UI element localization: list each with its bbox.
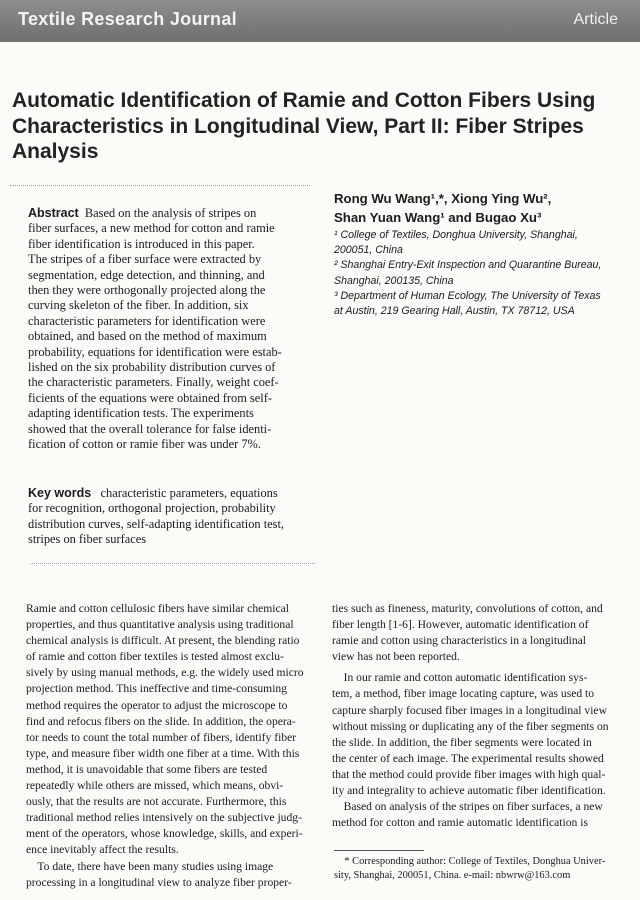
abstract-line: characteristic parameters for identification were: [28, 313, 266, 328]
journal-header-bar: [0, 0, 640, 42]
author-list: [334, 189, 551, 227]
body-line: the slide. In addition, the fiber segments were located in: [332, 735, 592, 749]
body-line: processing in a longitudinal view to analyze fiber proper-: [26, 875, 292, 889]
title-line: Automatic Identification of Ramie and Cotton Fibers Using: [12, 89, 596, 112]
affiliation-line: at Austin, 219 Gearing Hall, Austin, TX 78712, USA: [334, 305, 575, 318]
body-line: tor needs to count the total number of fibers, identify fiber: [26, 730, 297, 744]
abstract-line: The stripes of a fiber surface were extracted by: [28, 252, 262, 267]
body-line: type, and measure fiber width one fiber at a time. With this: [26, 746, 300, 760]
body-line: properties, and thus quantitative analysis using traditional: [26, 618, 294, 632]
body-line: view has not been reported.: [332, 650, 460, 664]
abstract-line: fiber identification is introduced in this paper.: [28, 236, 255, 251]
abstract-line: curving skeleton of the fiber. In addition, six: [28, 298, 249, 313]
body-line: tem, a method, fiber image locating capture, was used to: [332, 687, 595, 701]
body-line: In our ramie and cotton automatic identification sys-: [332, 671, 588, 685]
body-line: Ramie and cotton cellulosic fibers have similar chemical: [26, 602, 290, 615]
abstract-line: the characteristic parameters. Finally, weight coef-: [28, 375, 279, 390]
body-line: ramie and cotton using characteristics in a longitudinal: [332, 634, 587, 648]
abstract-line: obtained, and based on the method of maximum: [28, 329, 267, 344]
abstract-first-line: [28, 206, 298, 221]
keywords-label: Key words: [28, 486, 92, 500]
paper-title: [12, 88, 612, 165]
body-line: find and refocus fibers on the slide. In addition, the opera-: [26, 714, 296, 728]
body-line: the center of each image. The experimental results showed: [332, 751, 604, 765]
keywords-line: stripes on fiber surfaces: [28, 532, 147, 547]
keywords-block: [28, 486, 298, 548]
abstract-line: segmentation, edge detection, and thinning, and: [28, 267, 265, 282]
body-line: method for cotton and ramie automatic identification is: [332, 816, 588, 830]
body-line: projection method. This ineffective and time-consuming: [26, 682, 288, 696]
body-line: capture sharply focused fiber images in a longitudinal view: [332, 703, 607, 717]
body-line: without missing or duplicating any of the fiber segments on: [332, 719, 609, 733]
abstract-bottom-divider: [30, 563, 315, 564]
body-line: of ramie and cotton fiber textiles is tested almost exclu-: [26, 650, 284, 664]
body-line: chemical analysis is difficult. At present, the blending ratio: [26, 634, 300, 648]
abstract-top-divider: [10, 185, 310, 186]
keywords-text: characteristic parameters, equations: [100, 486, 278, 500]
abstract-line: fiber surfaces, a new method for cotton and ramie: [28, 221, 275, 236]
article-type-label: Article: [573, 11, 618, 28]
body-line: that the method could provide fiber images with high qual-: [332, 767, 606, 781]
body-line: traditional method relies intensively on the subjective judg-: [26, 811, 302, 825]
body-line: method requires the operator to adjust the microscope to: [26, 698, 288, 712]
keywords-line: for recognition, orthogonal projection, probability: [28, 501, 276, 516]
body-line: ment of the operators, whose knowledge, skills, and experi-: [26, 827, 303, 841]
body-line: ously, that the results are not accurate. Furthermore, this: [26, 795, 287, 809]
keywords-line: distribution curves, self-adapting identification test,: [28, 516, 285, 531]
body-line: ity and integrality to achieve automatic fiber identification.: [332, 784, 606, 798]
affiliation-line: ¹ College of Textiles, Donghua University, Shanghai,: [334, 229, 578, 241]
keywords-first-line: [28, 486, 298, 501]
abstract-line: adapting identification tests. The experiments: [28, 406, 254, 421]
abstract-block: [28, 206, 298, 453]
abstract-line: lished on the six probability distribution curves of: [28, 360, 276, 375]
corresponding-author-footnote: [334, 855, 605, 883]
body-line: method, it is unavoidable that some fibers are tested: [26, 762, 268, 776]
author-line: Shan Yuan Wang¹ and Bugao Xu³: [334, 210, 542, 225]
body-line: ties such as fineness, maturity, convolutions of cotton, and: [332, 602, 603, 615]
affiliation-line: Shanghai, 200135, China: [334, 274, 454, 287]
affiliation-line: 200051, China: [334, 244, 403, 257]
body-line: ence inevitably affect the results.: [26, 843, 179, 857]
abstract-line: probability, equations for identification were estab-: [28, 344, 282, 359]
footnote-rule: [334, 850, 424, 851]
body-line: To date, there have been many studies using image: [26, 859, 274, 873]
affiliations: [334, 228, 601, 319]
abstract-line: showed that the overall tolerance for false identi-: [28, 421, 272, 436]
author-line: Rong Wu Wang¹,*, Xiong Ying Wu²,: [334, 191, 552, 206]
journal-name: Textile Research Journal: [18, 9, 237, 29]
body-line: sively by using manual methods, e.g. the widely used micro: [26, 666, 304, 680]
title-line: Characteristics in Longitudinal View, Part II: Fiber Stripes: [12, 114, 584, 138]
abstract-line: ficients of the equations were obtained from self-: [28, 390, 272, 405]
body-column-right: [332, 601, 616, 831]
body-line: Based on analysis of the stripes on fiber surfaces, a new: [332, 800, 603, 814]
affiliation-line: ³ Department of Human Ecology, The University of Texas: [334, 289, 601, 302]
body-column-left: [26, 601, 310, 891]
abstract-text: Based on the analysis of stripes on: [84, 206, 257, 220]
footnote-line: sity, Shanghai, 200051, China. e-mail: nbwrw@163.com: [334, 870, 571, 881]
title-line: Analysis: [12, 140, 99, 163]
body-line: fiber length [1-6]. However, automatic identification of: [332, 618, 589, 632]
affiliation-line: ² Shanghai Entry-Exit Inspection and Quarantine Bureau,: [334, 259, 602, 272]
abstract-line: fication of cotton or ramie fiber was under 7%.: [28, 437, 261, 452]
footnote-line: * Corresponding author: College of Textiles, Donghua Univer-: [334, 856, 606, 867]
abstract-label: Abstract: [28, 206, 79, 220]
body-line: repeatedly while others are missed, which means, obvi-: [26, 779, 284, 793]
abstract-line: then they were orthogonally projected along the: [28, 283, 266, 298]
